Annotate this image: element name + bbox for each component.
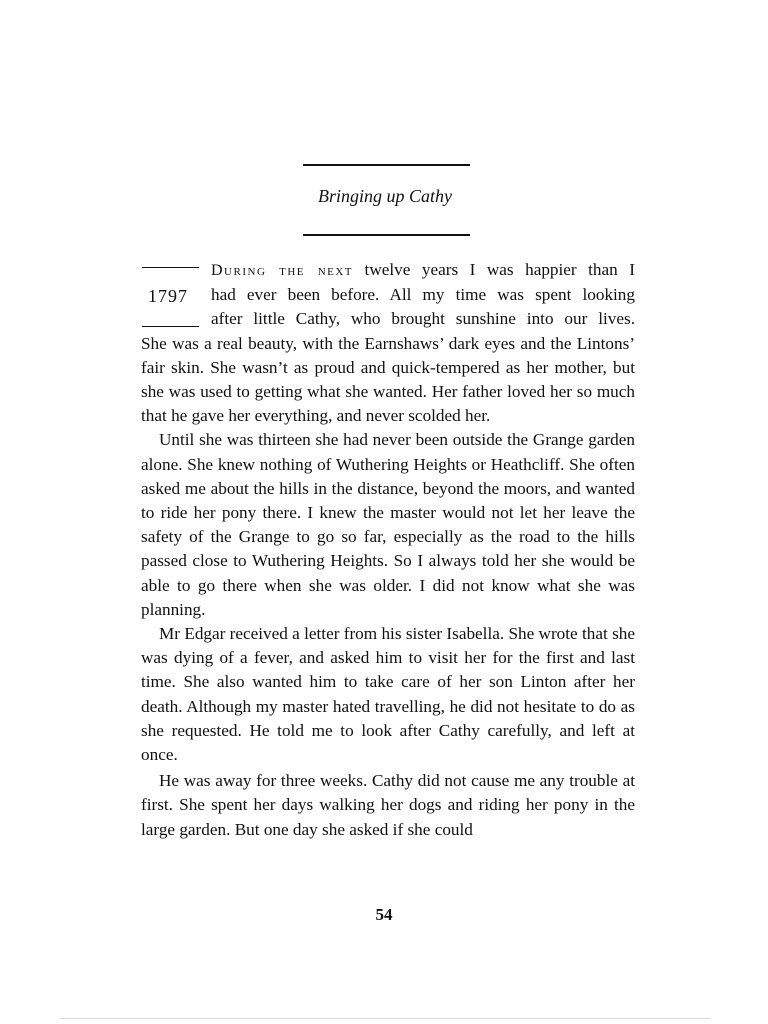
opening-small-caps: During the next	[211, 262, 354, 279]
opening-line-1	[141, 258, 635, 283]
opening-line-1-text: twelve years I was happier than I	[353, 260, 635, 279]
chapter-rule-bottom	[303, 234, 470, 236]
paragraph-1: She was a real beauty, with the Earnshaws’ dark eyes and the Lintons’ fair skin. She wasn’t as proud and quick-tempered as her mother, but she was used to getting what she wanted. Her father loved her so much that he gave her everything, and never scolded her.	[141, 333, 635, 426]
scan-edge-line	[60, 1018, 710, 1019]
paragraph-2: Until she was thirteen she had never been outside the Grange garden alone. She knew nothing of Wuthering Heights or Heathcliff. She often asked me about the hills in the distance, beyond the moors, and wanted to ride her pony there. I knew the master would not let her leave the safety of the Grange to go so far, especially as the road to the hills passed close to Wuthering Heights. So I always told her she would be able to go there when she was older. I did not know what she was planning.	[141, 430, 635, 619]
paragraph-3: Mr Edgar received a letter from his sister Isabella. She wrote that she was dying of a fever, and asked him to visit her for the first and last time. She also wanted him to take care of her son Linton after her death. Although my master hated travelling, he did not hesitate to do as she requested. He told me to look after Cathy carefully, and left at once.	[141, 624, 635, 765]
paragraph-4: He was away for three weeks. Cathy did not cause me any trouble at first. She spent her days walking her dogs and riding her pony in the large garden. But one day she asked if she could	[141, 771, 635, 839]
margin-note-year: 1797	[148, 286, 188, 306]
body-text	[141, 258, 635, 842]
page-number: 54	[375, 905, 393, 924]
chapter-rule-top	[303, 164, 470, 166]
chapter-title: Bringing up Cathy	[318, 186, 452, 206]
opening-line-2: had ever been before. All my time was spent looking	[211, 285, 635, 305]
opening-line-3: after little Cathy, who brought sunshine into our lives.	[211, 309, 635, 329]
